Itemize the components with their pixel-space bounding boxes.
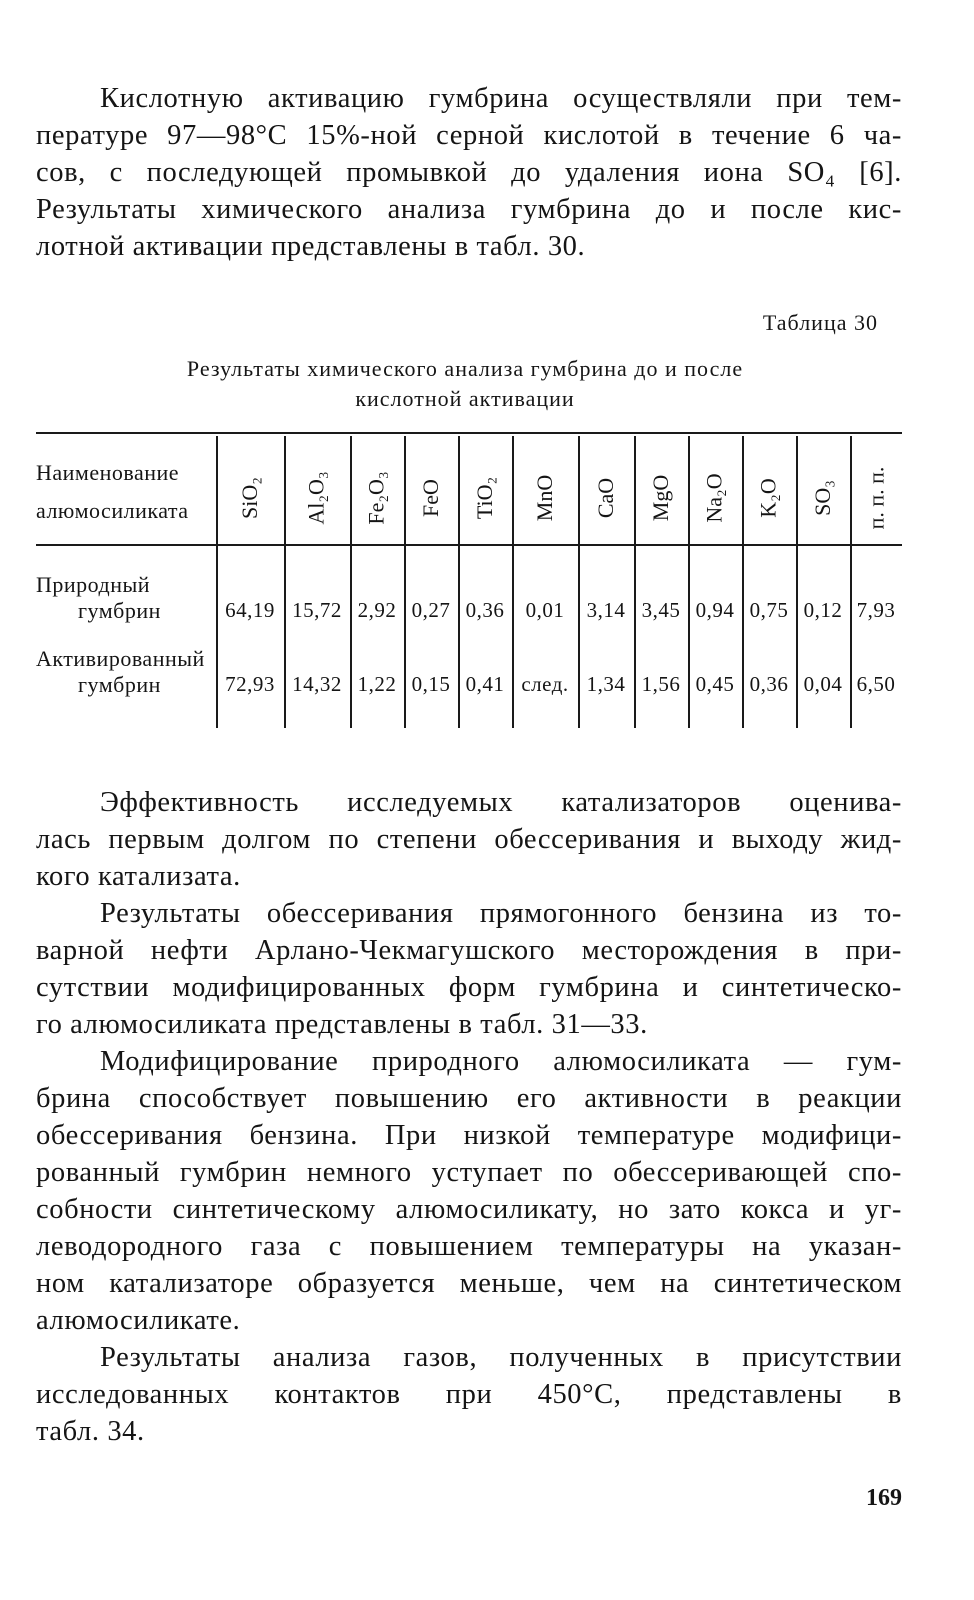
column-header <box>216 448 284 548</box>
column-header-label: Al₂O₃ <box>303 471 329 525</box>
table-cell: 0,45 <box>695 672 735 696</box>
text-line: Результаты химического анализа гумбрина до и после кис- <box>36 194 902 225</box>
table-cell: 7,93 <box>856 598 896 622</box>
text-line: го алюмосиликата представлены в табл. 31—33. <box>36 1009 648 1040</box>
table-cell: 0,36 <box>749 672 789 696</box>
text-line: брина способствует повышению его активности в реакции <box>36 1083 902 1114</box>
text-line: Модифицирование природного алюмосиликата — гум- <box>100 1046 902 1077</box>
column-header <box>850 448 902 548</box>
text-line: Кислотную активацию гумбрина осуществляли при тем- <box>100 83 902 114</box>
column-header <box>512 448 578 548</box>
table-cell: 0,41 <box>465 672 505 696</box>
table-title <box>0 354 930 414</box>
column-header-label: SiO₂ <box>237 477 262 519</box>
row-name-line: гумбрин <box>78 598 161 623</box>
row-name <box>36 646 205 698</box>
table-cell: 1,22 <box>357 672 397 696</box>
table-cell: 3,45 <box>641 598 681 622</box>
row-name <box>36 572 161 624</box>
column-header-label: K₂O <box>755 478 781 518</box>
table-cell: 0,36 <box>465 598 505 622</box>
paragraph-effectiveness <box>36 784 902 895</box>
table-cell: 6,50 <box>856 672 896 696</box>
table-cell: 0,01 <box>525 598 565 622</box>
text-line: сов, с последующей промывкой до удаления иона SO₄ [6]. <box>36 157 902 188</box>
chemical-analysis-table <box>36 432 902 732</box>
text-line: лотной активации представлены в табл. 30. <box>36 231 586 262</box>
column-header <box>688 448 742 548</box>
column-header <box>578 448 634 548</box>
page-number: 169 <box>866 1485 902 1511</box>
table-cell: 2,92 <box>357 598 397 622</box>
text-line: кого катализата. <box>36 861 241 892</box>
table-cell: 1,34 <box>586 672 626 696</box>
text-line: исследованных контактов при 450°С, представлены в <box>36 1379 902 1410</box>
text-line: сутствии модифицированных форм гумбрина и синтетическо- <box>36 972 902 1003</box>
header-name-line: Наименование <box>36 460 180 485</box>
paragraph-intro <box>36 80 902 265</box>
text-line: Результаты обессеривания прямогонного бензина из то- <box>100 898 902 929</box>
paragraph-modification <box>36 1043 902 1339</box>
table-cell: 0,94 <box>695 598 735 622</box>
table-cell: 1,56 <box>641 672 681 696</box>
table-title-line: кислотной активации <box>355 386 575 411</box>
text-line: Результаты анализа газов, полученных в присутствии <box>100 1342 902 1373</box>
column-header <box>350 448 404 548</box>
table-top-rule <box>36 432 902 434</box>
text-line: Эффективность исследуемых катализаторов оценива- <box>100 787 902 818</box>
table-cell: 0,15 <box>411 672 451 696</box>
text-line: пературе 97—98°С 15%-ной серной кислотой в течение 6 ча- <box>36 120 902 151</box>
table-cell: 0,27 <box>411 598 451 622</box>
column-header <box>796 448 850 548</box>
row-name-line: гумбрин <box>78 672 161 697</box>
column-header-label: MgO <box>647 474 673 522</box>
text-line: обессеривания бензина. При низкой температуре модифици- <box>36 1120 902 1151</box>
table-cell: 3,14 <box>586 598 626 622</box>
paragraph-gas-analysis <box>36 1339 902 1450</box>
header-name-line: алюмосиликата <box>36 498 189 523</box>
column-header <box>634 448 688 548</box>
row-name-line: Активированный <box>36 646 205 671</box>
column-header-label: SO₃ <box>809 480 835 516</box>
text-line: лась первым долгом по степени обессеривания и выходу жид- <box>36 824 902 855</box>
table-cell: 0,04 <box>803 672 843 696</box>
table-number-label: Таблица 30 <box>762 310 878 335</box>
text-line: рованный гумбрин немного уступает по обессеривающей спо- <box>36 1157 902 1188</box>
column-header-label: п. п. п. <box>863 466 889 530</box>
column-header-label: Fe₂O₃ <box>363 471 389 525</box>
column-header <box>458 448 512 548</box>
table-cell: 72,93 <box>225 672 275 696</box>
table-cell: след. <box>521 672 569 696</box>
table-cell: 0,75 <box>749 598 789 622</box>
table-title-line: Результаты химического анализа гумбрина до и после <box>186 356 744 381</box>
paragraph-desulfurization-results <box>36 895 902 1043</box>
text-line: табл. 34. <box>36 1416 145 1447</box>
text-line: алюмосиликате. <box>36 1305 241 1336</box>
column-header <box>742 448 796 548</box>
table-cell: 0,12 <box>803 598 843 622</box>
column-header-label: Na₂O <box>702 473 727 523</box>
table-cell: 15,72 <box>292 598 342 622</box>
column-header-label: CaO <box>592 477 618 519</box>
row-name-line: Природный <box>36 572 151 597</box>
column-header-label: MnO <box>531 474 557 522</box>
column-header <box>284 448 350 548</box>
table-header-name <box>36 454 189 530</box>
table-cell: 64,19 <box>225 598 275 622</box>
text-line: собности синтетическому алюмосиликату, но зато кокса и уг- <box>36 1194 902 1225</box>
text-line: варной нефти Арлано-Чекмагушского месторождения в при- <box>36 935 902 966</box>
table-cell: 14,32 <box>292 672 342 696</box>
text-line: леводородного газа с повышением температуры на указан- <box>36 1231 902 1262</box>
column-header-label: TiO₂ <box>472 476 497 520</box>
column-header <box>404 448 458 548</box>
text-line: ном катализаторе образуется меньше, чем на синтетическом <box>36 1268 902 1299</box>
column-header-label: FeO <box>417 479 443 517</box>
